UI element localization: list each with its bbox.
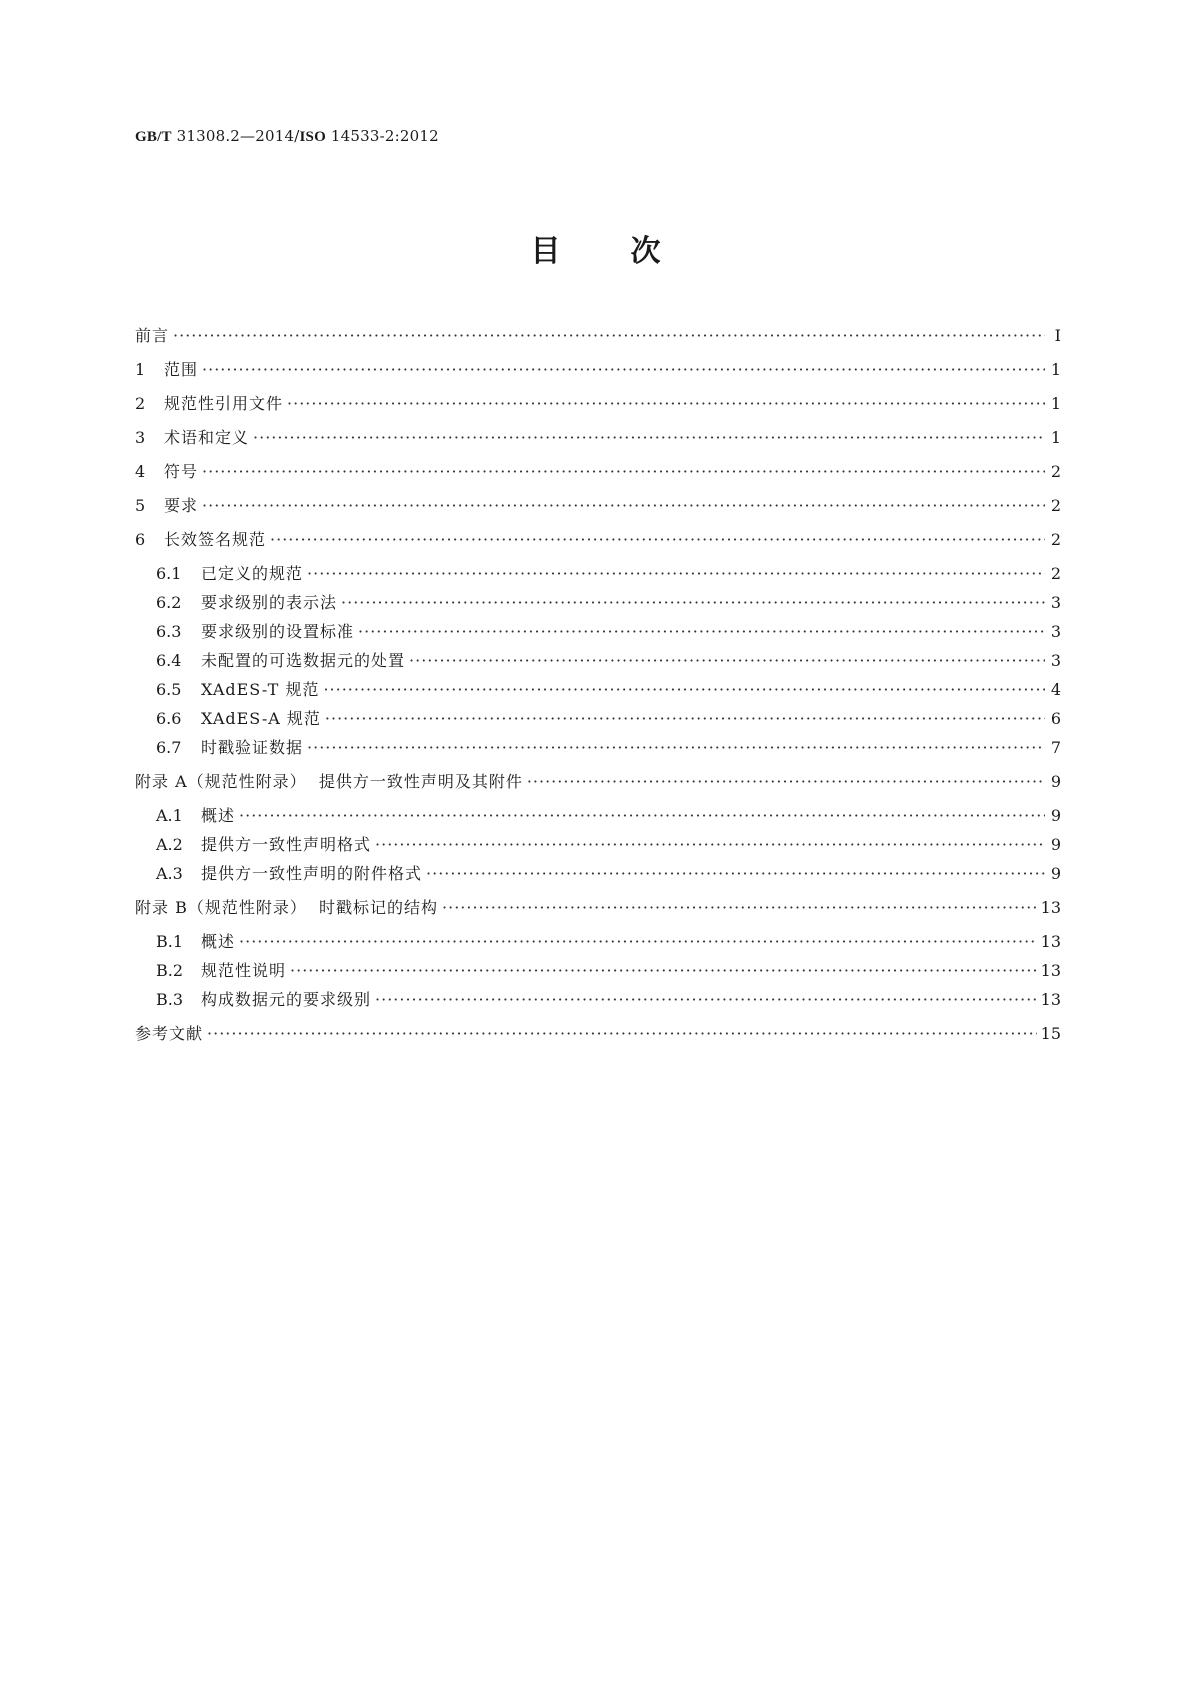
iso-code: 14533-2:2012 [325, 127, 439, 145]
toc-entry-label: 时戳验证数据 [201, 738, 304, 757]
dot-leader [527, 771, 1045, 793]
toc-entry[interactable] [156, 563, 1061, 585]
dot-leader [307, 737, 1045, 759]
toc-entry[interactable] [156, 960, 1061, 982]
toc-entry-page-number: 1 [1050, 394, 1061, 413]
toc-entry-page-number: 3 [1050, 593, 1061, 612]
toc-entry-number: B.2 [156, 961, 184, 980]
toc-entry-number: 4 [135, 462, 146, 481]
toc-entry-number: 6.2 [156, 593, 182, 612]
toc-entry[interactable] [135, 393, 1061, 415]
toc-entry[interactable] [156, 737, 1061, 759]
toc-entry-label: 范围 [164, 360, 199, 379]
toc-entry-label: 附录 B（规范性附录） 时戳标记的结构 [135, 898, 439, 917]
dot-leader [202, 359, 1045, 381]
toc-entry[interactable] [156, 989, 1061, 1011]
toc-entry[interactable] [156, 931, 1061, 953]
toc-entry-number: A.1 [156, 806, 183, 825]
toc-entry[interactable] [135, 771, 1061, 793]
toc-entry[interactable] [156, 592, 1061, 614]
toc-entry-number: 6.3 [156, 622, 182, 641]
toc-entry-label: 前言 [135, 326, 170, 345]
dot-leader [202, 495, 1045, 517]
toc-entry-label: 未配置的可选数据元的处置 [201, 651, 406, 670]
title-part-2: 次 [630, 234, 661, 269]
dot-leader [341, 592, 1045, 614]
toc-entry-number: A.2 [156, 835, 183, 854]
dot-leader [358, 621, 1045, 643]
toc-entry-number: 6.6 [156, 709, 182, 728]
toc-entry-label: 要求级别的设置标准 [201, 622, 355, 641]
dot-leader [239, 931, 1037, 953]
toc-entry[interactable] [156, 679, 1061, 701]
toc-entry-page-number: 9 [1050, 835, 1061, 854]
toc-entry-label: XAdES-T 规范 [201, 680, 320, 699]
toc-entry-number: B.3 [156, 990, 184, 1009]
toc-entry-page-number: 3 [1050, 651, 1061, 670]
dot-leader [253, 427, 1045, 449]
toc-entry-page-number: 1 [1050, 360, 1061, 379]
toc-entry-label: 已定义的规范 [201, 564, 304, 583]
dot-leader [323, 679, 1045, 701]
toc-entry-number: B.1 [156, 932, 184, 951]
toc-entry-page-number: 9 [1050, 772, 1061, 791]
toc-entry[interactable] [156, 650, 1061, 672]
toc-entry-page-number: 4 [1050, 680, 1061, 699]
toc-entry-label: 要求 [164, 496, 199, 515]
toc-entry-page-number: 2 [1050, 496, 1061, 515]
dot-leader [173, 325, 1045, 347]
toc-entry-page-number: 13 [1040, 961, 1061, 980]
document-header [135, 127, 439, 146]
toc-entry[interactable] [156, 621, 1061, 643]
toc-entry-label: 附录 A（规范性附录） 提供方一致性声明及其附件 [135, 772, 523, 791]
toc-entry[interactable] [156, 863, 1061, 885]
dot-leader [375, 989, 1037, 1011]
toc-entry-number: 6 [135, 530, 146, 549]
toc-entry-page-number: 2 [1050, 462, 1061, 481]
toc-entry-label: 长效签名规范 [164, 530, 267, 549]
toc-entry-page-number: 3 [1050, 622, 1061, 641]
toc-entry-number: 1 [135, 360, 146, 379]
toc-entry-label: 提供方一致性声明格式 [201, 835, 372, 854]
toc-entry-page-number: 2 [1050, 564, 1061, 583]
title-part-1: 目 [530, 234, 561, 269]
toc-entry-number: 6.7 [156, 738, 182, 757]
toc-entry-page-number: 9 [1050, 806, 1061, 825]
toc-entry[interactable] [156, 805, 1061, 827]
toc-entry-label: 概述 [201, 932, 236, 951]
toc-entry-label: 要求级别的表示法 [201, 593, 338, 612]
dot-leader [287, 393, 1045, 415]
dot-leader [307, 563, 1045, 585]
toc-entry-page-number: 2 [1050, 530, 1061, 549]
toc-entry-label: 概述 [201, 806, 236, 825]
dot-leader [207, 1023, 1037, 1045]
toc-entry[interactable] [156, 708, 1061, 730]
iso-prefix: ISO [299, 129, 326, 145]
toc-entry-number: 2 [135, 394, 146, 413]
dot-leader [270, 529, 1045, 551]
toc-entry-label: 符号 [164, 462, 199, 481]
page-title [0, 226, 1191, 270]
toc-entry-label: 术语和定义 [164, 428, 250, 447]
toc-entry-label: XAdES-A 规范 [201, 709, 321, 728]
toc-entry-page-number: 13 [1040, 990, 1061, 1009]
toc-entry[interactable] [135, 359, 1061, 381]
toc-entry-number: 6.4 [156, 651, 182, 670]
dot-leader [239, 805, 1045, 827]
toc-entry[interactable] [156, 834, 1061, 856]
toc-entry[interactable] [135, 897, 1061, 919]
toc-entry-label: 规范性说明 [201, 961, 287, 980]
toc-entry-number: 6.5 [156, 680, 182, 699]
toc-entry-number: 5 [135, 496, 146, 515]
toc-entry-page-number: 6 [1050, 709, 1061, 728]
toc-entry-page-number: 1 [1050, 428, 1061, 447]
dot-leader [325, 708, 1045, 730]
dot-leader [426, 863, 1045, 885]
toc-entry-label: 参考文献 [135, 1024, 204, 1043]
dot-leader [375, 834, 1045, 856]
toc-entry[interactable] [135, 461, 1061, 483]
toc-entry-page-number: 13 [1040, 932, 1061, 951]
dot-leader [290, 960, 1037, 982]
toc-entry-number: 3 [135, 428, 146, 447]
standard-prefix: GB/T [135, 129, 172, 145]
toc-entry[interactable] [135, 325, 1061, 347]
dot-leader [409, 650, 1045, 672]
toc-entry-page-number: 15 [1040, 1024, 1061, 1043]
toc-entry-number: 6.1 [156, 564, 182, 583]
dot-leader [442, 897, 1037, 919]
dot-leader [202, 461, 1045, 483]
toc-entry[interactable] [135, 529, 1061, 551]
toc-entry-label: 构成数据元的要求级别 [201, 990, 372, 1009]
toc-entry-page-number: 13 [1040, 898, 1061, 917]
toc-entry-number: A.3 [156, 864, 183, 883]
standard-code: 31308.2—2014/ [171, 127, 300, 145]
toc-entry[interactable] [135, 1023, 1061, 1045]
toc-entry-page-number: 9 [1050, 864, 1061, 883]
toc-entry[interactable] [135, 427, 1061, 449]
toc-entry-label: 提供方一致性声明的附件格式 [201, 864, 423, 883]
toc-entry[interactable] [135, 495, 1061, 517]
toc-entry-page-number: 7 [1050, 738, 1061, 757]
toc-entry-page-number: Ⅰ [1054, 326, 1061, 345]
toc-entry-label: 规范性引用文件 [164, 394, 284, 413]
